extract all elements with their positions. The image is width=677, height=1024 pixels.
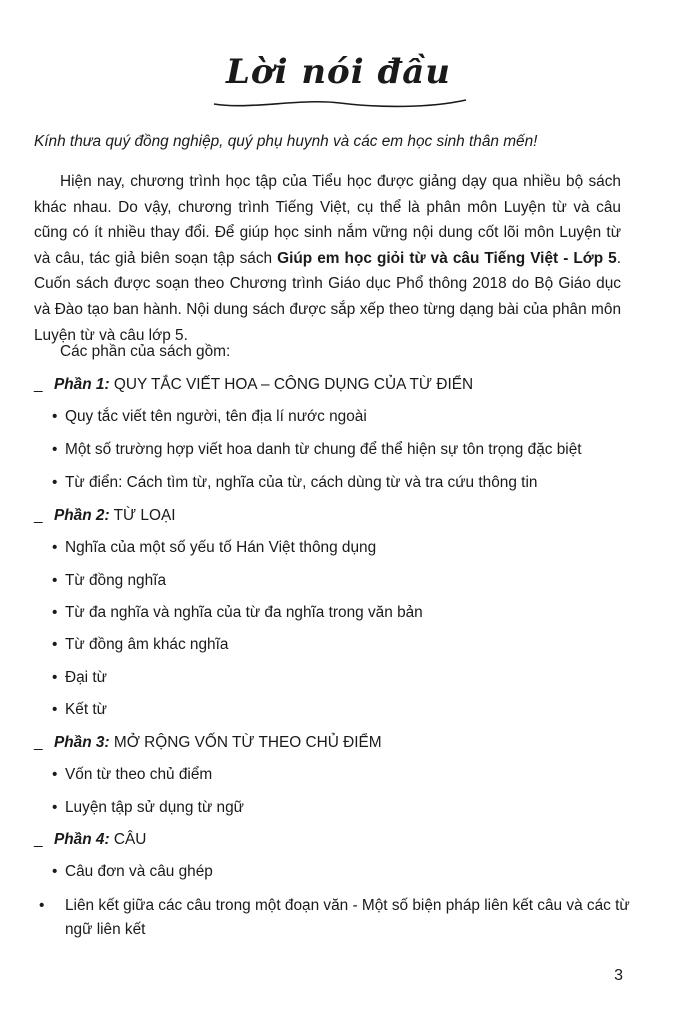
bullet-icon: • (52, 799, 58, 816)
bullet-icon: • (52, 863, 58, 880)
part-name: CÂU (113, 831, 147, 848)
dash-marker: _ (34, 734, 43, 751)
list-item (52, 636, 228, 654)
list-item-text: Đại từ (65, 669, 107, 686)
dash-marker: _ (34, 507, 43, 524)
part-name: TỪ LOẠI (113, 507, 176, 524)
list-item (39, 894, 645, 942)
paragraph-text-1: Hiện nay, chương trình học tập của Tiểu học được giảng dạy qua nhiều bộ sách khác nhau. Do vậy, chương trình Tiếng Việt, cụ thể là phân môn Luyện từ và câu cũng có ít nhiều thay đổi. Để giúp học sinh nắm vững nội dung cốt lõi môn Luyện từ và câu, tác giả biên soạn tập sách (34, 173, 621, 267)
list-item-text: Từ điển: Cách tìm từ, nghĩa của từ, cách dùng từ và tra cứu thông tin (65, 474, 538, 491)
part-label: Phần 2: (54, 507, 110, 524)
list-item-text: Câu đơn và câu ghép (65, 863, 213, 880)
bullet-icon: • (52, 701, 58, 718)
list-item-text: Liên kết giữa các câu trong một đoạn văn - Một số biện pháp liên kết câu và các từ ngữ liên kết (65, 897, 630, 938)
list-item-text: Kết từ (65, 701, 107, 718)
part-name: MỞ RỘNG VỐN TỪ THEO CHỦ ĐIỂM (113, 734, 382, 751)
list-item (52, 441, 582, 459)
list-item (52, 669, 107, 687)
bullet-icon: • (52, 441, 58, 458)
bullet-icon: • (52, 604, 58, 621)
bullet-icon: • (52, 766, 58, 783)
dash-marker: _ (34, 376, 43, 393)
list-item (52, 539, 376, 557)
title-flourish-icon (210, 94, 470, 112)
page-title: Lời nói đầu (225, 52, 451, 92)
part-label: Phần 4: (54, 831, 110, 848)
list-item (52, 604, 423, 622)
part-label: Phần 1: (54, 376, 110, 393)
list-item-text: Nghĩa của một số yếu tố Hán Việt thông dụng (65, 539, 377, 556)
book-title: Giúp em học giỏi từ và câu Tiếng Việt - Lớp 5 (277, 249, 617, 267)
list-item (52, 863, 213, 881)
list-item-text: Vốn từ theo chủ điểm (65, 766, 213, 783)
list-item (52, 474, 537, 492)
bullet-icon: • (52, 474, 58, 491)
list-item-text: Quy tắc viết tên người, tên địa lí nước ngoài (65, 408, 367, 425)
bullet-icon: • (52, 572, 58, 589)
part-heading-2 (34, 507, 176, 525)
bullet-icon: • (52, 669, 58, 686)
bullet-icon: • (39, 897, 45, 914)
part-heading-3 (34, 734, 382, 752)
paragraph-text-2: . Cuốn sách được soạn theo Chương trình Giáo dục Phổ thông 2018 do Bộ Giáo dục và Đào tạo ban hành. Nội dung sách được sắp xếp theo từng dạng bài của phân môn Luyện từ và câu lớp 5. (34, 249, 621, 344)
page-number: 3 (614, 967, 623, 984)
contents-intro: Các phần của sách gồm: (60, 343, 231, 360)
part-label: Phần 3: (54, 734, 110, 751)
bullet-icon: • (52, 636, 58, 653)
list-item (52, 701, 107, 719)
list-item-text: Một số trường hợp viết hoa danh từ chung để thể hiện sự tôn trọng đặc biệt (65, 441, 582, 458)
list-item-text: Từ đồng âm khác nghĩa (65, 636, 229, 653)
list-item-text: Luyện tập sử dụng từ ngữ (65, 799, 244, 816)
bullet-icon: • (52, 539, 58, 556)
list-item-text: Từ đồng nghĩa (65, 572, 167, 589)
dash-marker: _ (34, 831, 43, 848)
list-item-text: Từ đa nghĩa và nghĩa của từ đa nghĩa trong văn bản (65, 604, 423, 621)
list-item (52, 408, 367, 426)
part-heading-1 (34, 376, 473, 394)
part-heading-4 (34, 831, 146, 849)
intro-paragraph (34, 169, 621, 348)
list-item (52, 572, 166, 590)
bullet-icon: • (52, 408, 58, 425)
list-item (52, 766, 212, 784)
greeting: Kính thưa quý đồng nghiệp, quý phụ huynh và các em học sinh thân mến! (34, 133, 538, 150)
list-item (52, 799, 244, 817)
part-name: QUY TẮC VIẾT HOA – CÔNG DỤNG CỦA TỪ ĐIỂN (113, 376, 474, 393)
